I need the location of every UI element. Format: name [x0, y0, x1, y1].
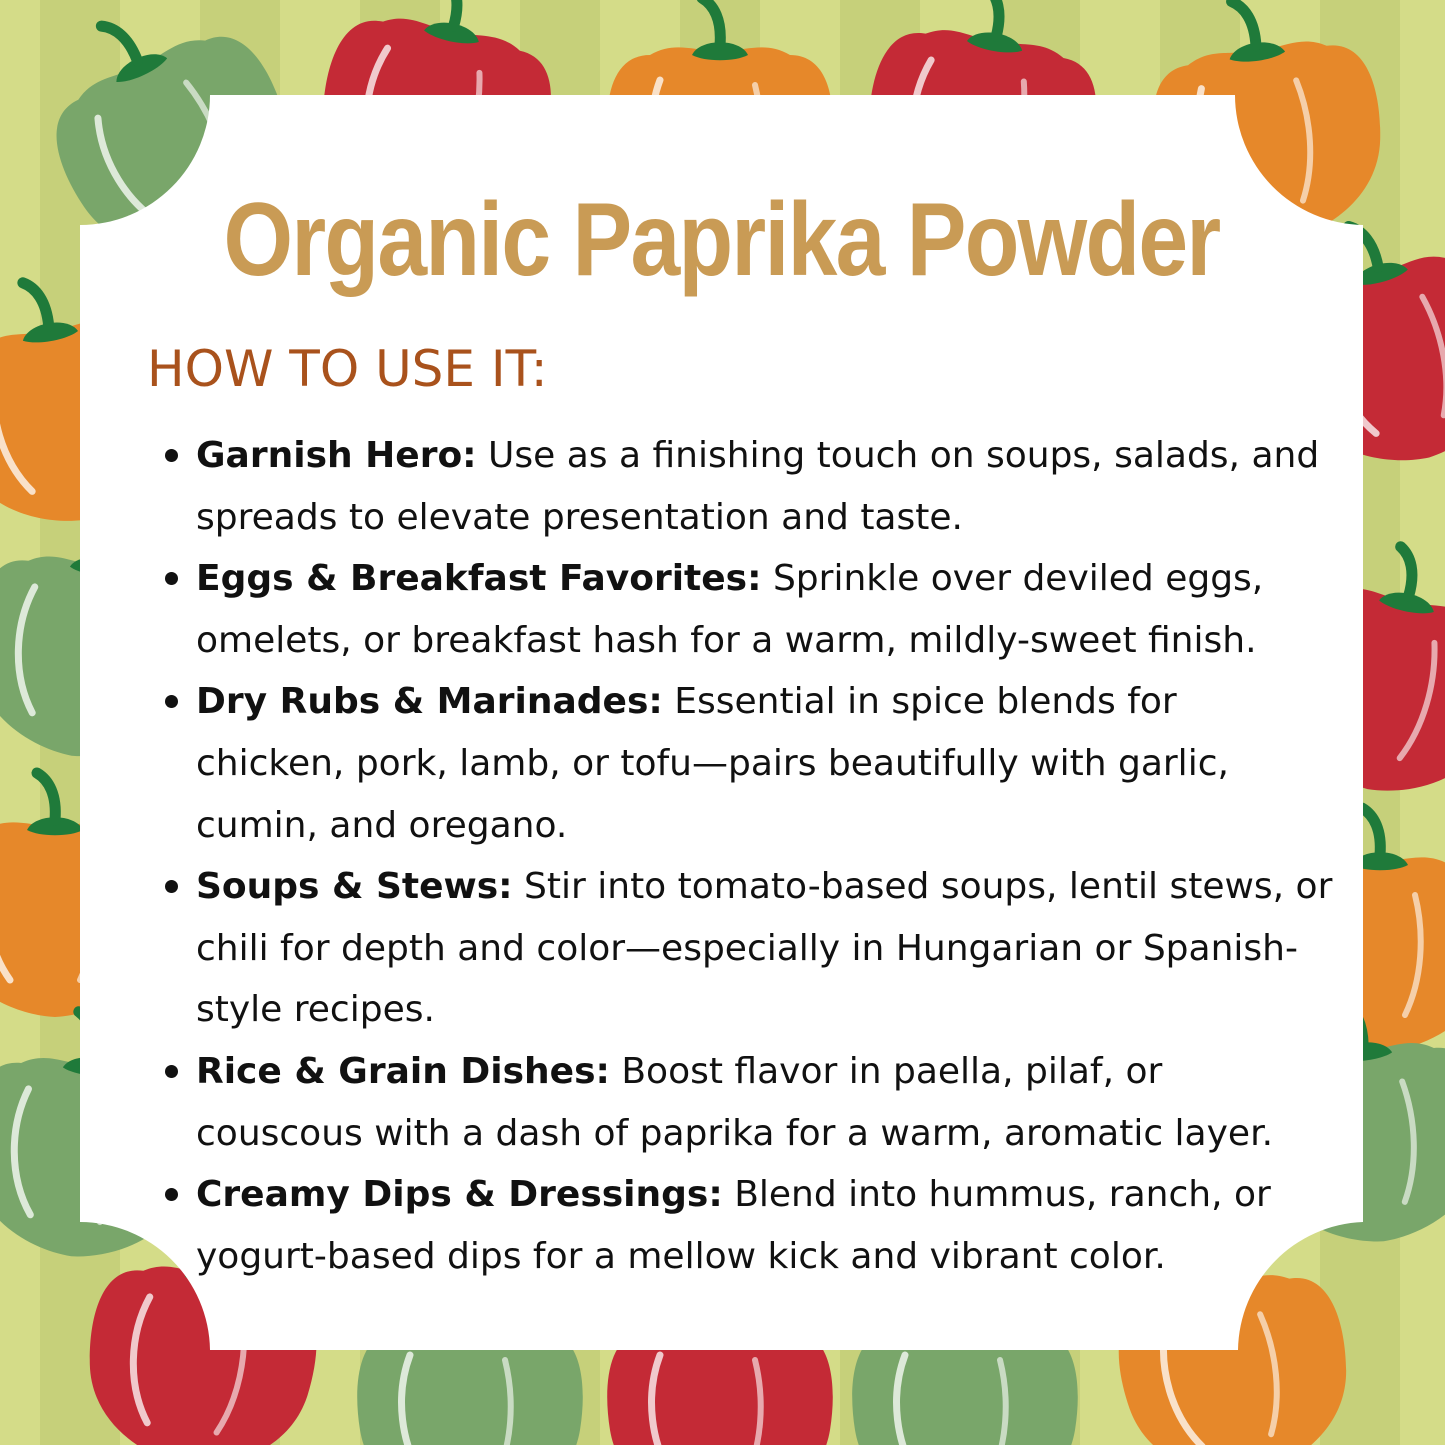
list-item: [150, 856, 1335, 1041]
item-lead: Soups & Stews:: [196, 866, 513, 908]
bullet-icon: [165, 880, 178, 893]
bullet-icon: [165, 1065, 178, 1078]
item-lead: Garnish Hero:: [196, 435, 477, 476]
item-lead: Dry Rubs & Marinades:: [196, 681, 663, 723]
bullet-icon: [165, 695, 178, 708]
list-item: [150, 1164, 1335, 1287]
list-item: [150, 1041, 1335, 1164]
bullet-icon: [165, 572, 178, 585]
item-text: Use as a finishing touch on soups, salads, and spreads to elevate presentation and taste.: [196, 435, 1320, 538]
list-item: [150, 548, 1335, 671]
item-lead: Eggs & Breakfast Favorites:: [196, 558, 762, 600]
item-text: Blend into hummus, ranch, or yogurt-based dips for a mellow kick and vibrant color.: [196, 1174, 1271, 1277]
bullet-icon: [165, 1188, 178, 1201]
item-text: Boost flavor in paella, pilaf, or couscous with a dash of paprika for a warm, aromatic layer.: [196, 1050, 1274, 1154]
page-title: Organic Paprika Powder: [223, 182, 1220, 298]
usage-list: [150, 425, 1335, 1287]
list-item: [150, 425, 1335, 548]
item-text: Sprinkle over deviled eggs, omelets, or breakfast hash for a warm, mildly-sweet finish.: [196, 558, 1264, 661]
section-heading: HOW TO USE IT:: [147, 340, 548, 398]
list-item: [150, 671, 1335, 856]
item-text: Stir into tomato-based soups, lentil stews, or chili for depth and color—especially in Hungarian or Spanish-style recipes.: [196, 866, 1333, 1031]
bullet-icon: [165, 449, 178, 462]
item-lead: Creamy Dips & Dressings:: [196, 1174, 723, 1216]
item-lead: Rice & Grain Dishes:: [196, 1050, 610, 1092]
item-text: Essential in spice blends for chicken, pork, lamb, or tofu—pairs beautifully with garlic, cumin, and oregano.: [196, 681, 1229, 846]
